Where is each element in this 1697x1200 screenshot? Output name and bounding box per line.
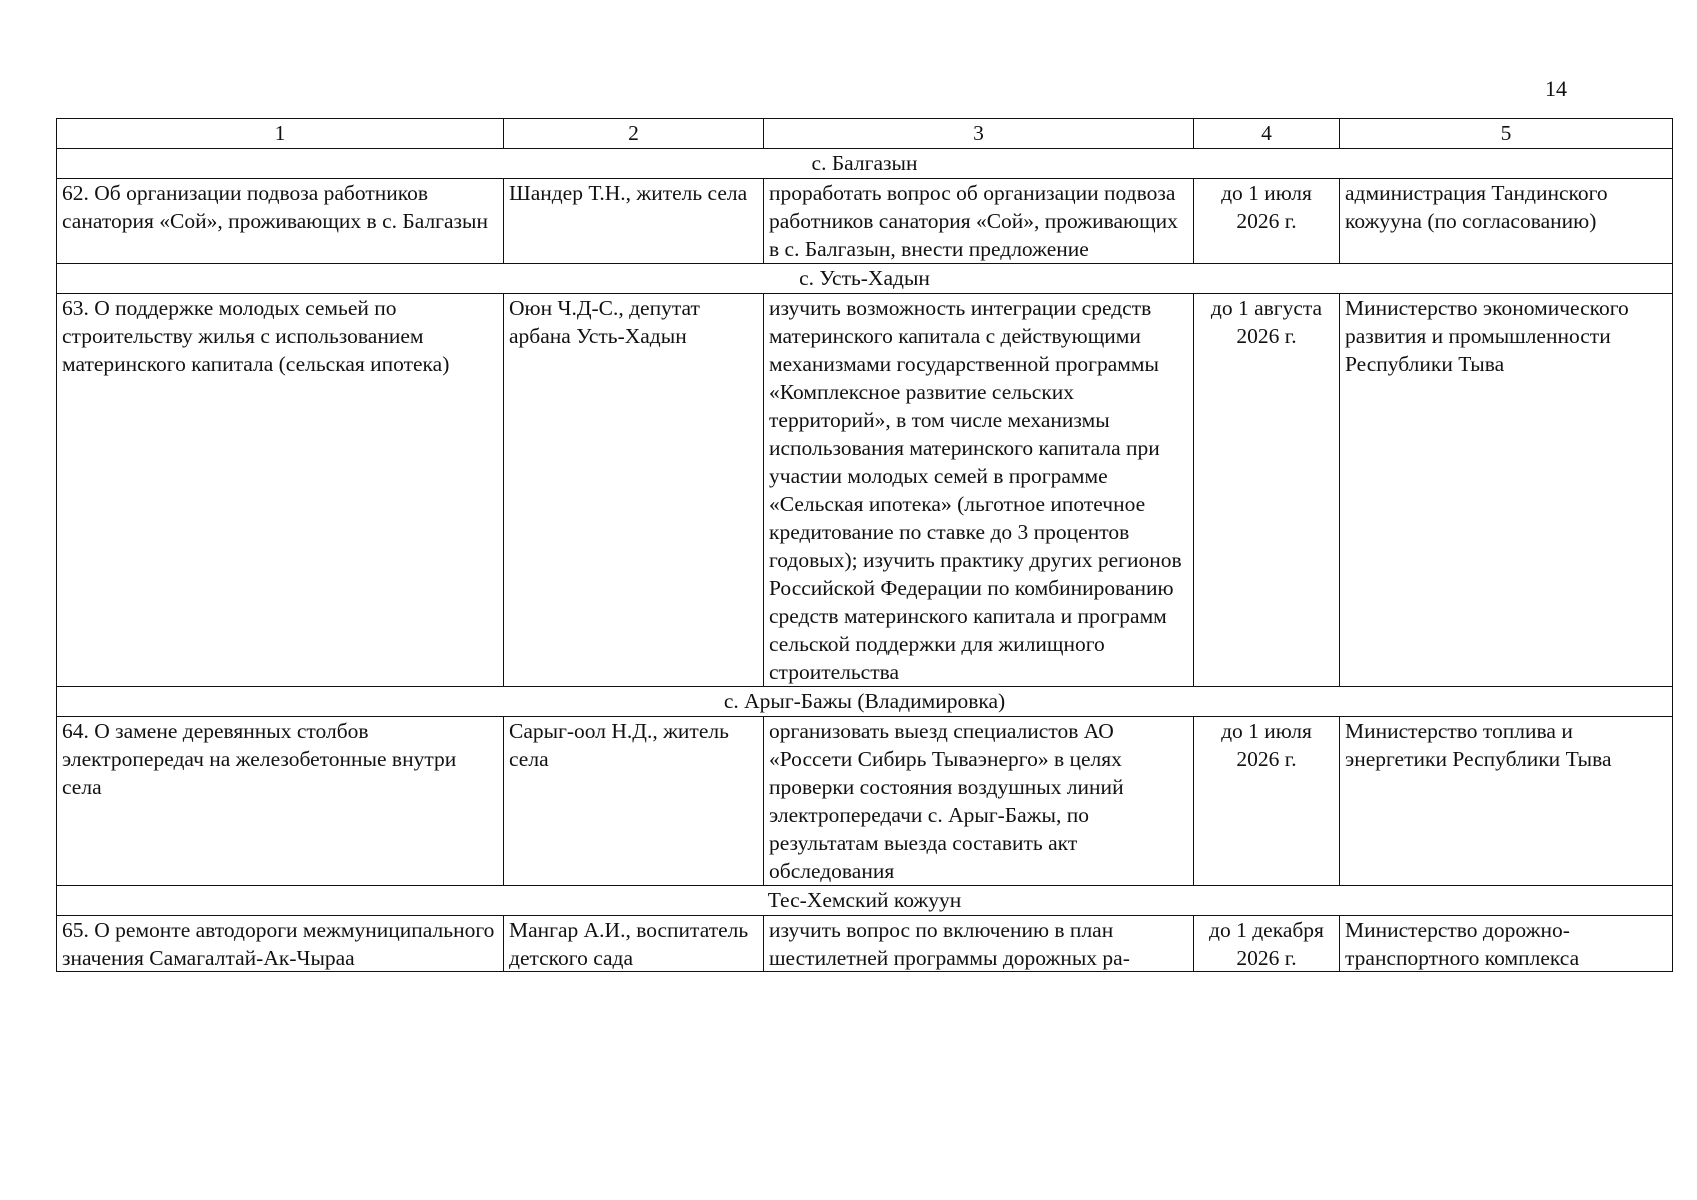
row-topic	[57, 916, 504, 972]
section-title: с. Усть-Хадын	[57, 264, 1673, 294]
row-deadline-text: до 1 декабря 2026 г.	[1209, 918, 1324, 970]
column-header: 5	[1340, 119, 1673, 149]
row-responsible: Министерство топлива и энергетики Республики Тыва	[1340, 717, 1673, 886]
section-header-row	[57, 886, 1673, 916]
column-header: 1	[57, 119, 504, 149]
table-row	[57, 179, 1673, 264]
section-header-row	[57, 264, 1673, 294]
section-header-row	[57, 149, 1673, 179]
section-header-row	[57, 687, 1673, 717]
column-header-row	[57, 119, 1673, 149]
row-initiator: Сарыг-оол Н.Д., житель села	[504, 717, 764, 886]
row-action: проработать вопрос об организации подвоза работников санатория «Сой», проживающих в с. Балгазын, внести предложение	[764, 179, 1194, 264]
row-deadline: до 1 августа 2026 г.	[1194, 294, 1340, 687]
row-deadline: до 1 июля 2026 г.	[1194, 717, 1340, 886]
row-initiator-text: Мангар А.И., воспитатель детского сада	[509, 918, 749, 970]
row-topic: 64. О замене деревянных столбов электропередач на железобетонные внутри села	[57, 717, 504, 886]
section-title: с. Балгазын	[57, 149, 1673, 179]
row-initiator	[504, 916, 764, 972]
row-deadline	[1194, 916, 1340, 972]
section-title: с. Арыг-Бажы (Владимировка)	[57, 687, 1673, 717]
row-responsible: Министерство экономического развития и промышленности Республики Тыва	[1340, 294, 1673, 687]
row-deadline: до 1 июля 2026 г.	[1194, 179, 1340, 264]
row-initiator: Оюн Ч.Д-С., депутат арбана Усть-Хадын	[504, 294, 764, 687]
table-row	[57, 916, 1673, 972]
table-row	[57, 717, 1673, 886]
row-action: изучить возможность интеграции средств материнского капитала с действующими механизмами государственной программы «Комплексное развитие сельских территорий», в том числе механизмы использования материнского капитала при участии молодых семей в программе «Сельская ипотека» (льготное ипотечное кредитование по ставке до 3 процентов годовых); изучить практику других регионов Российской Федерации по комбинированию средств материнского капитала и программ сельской поддержки для жилищного строительства	[764, 294, 1194, 687]
section-title: Тес-Хемский кожуун	[57, 886, 1673, 916]
column-header: 4	[1194, 119, 1340, 149]
column-header: 3	[764, 119, 1194, 149]
row-topic: 62. Об организации подвоза работников санатория «Сой», проживающих в с. Балгазын	[57, 179, 504, 264]
page-number: 14	[1545, 76, 1567, 101]
row-action	[764, 916, 1194, 972]
row-responsible	[1340, 916, 1673, 972]
row-topic-text: 65. О ремонте автодороги межмуниципального значения Самагалтай-Ак-Чыраа	[62, 918, 495, 970]
row-responsible-text: Министерство дорожно-транспортного комплекса	[1345, 918, 1580, 970]
row-responsible: администрация Тандинского кожууна (по согласованию)	[1340, 179, 1673, 264]
row-action-text: изучить вопрос по включению в план шестилетней программы дорожных ра-	[769, 918, 1130, 970]
table-row	[57, 294, 1673, 687]
row-topic: 63. О поддержке молодых семьей по строительству жилья с использованием материнского капитала (сельская ипотека)	[57, 294, 504, 687]
row-action: организовать выезд специалистов АО «Россети Сибирь Тываэнерго» в целях проверки состояния воздушных линий электропередачи с. Арыг-Бажы, по результатам выезда составить акт обследования	[764, 717, 1194, 886]
row-initiator: Шандер Т.Н., житель села	[504, 179, 764, 264]
resolution-table	[56, 118, 1673, 972]
column-header: 2	[504, 119, 764, 149]
